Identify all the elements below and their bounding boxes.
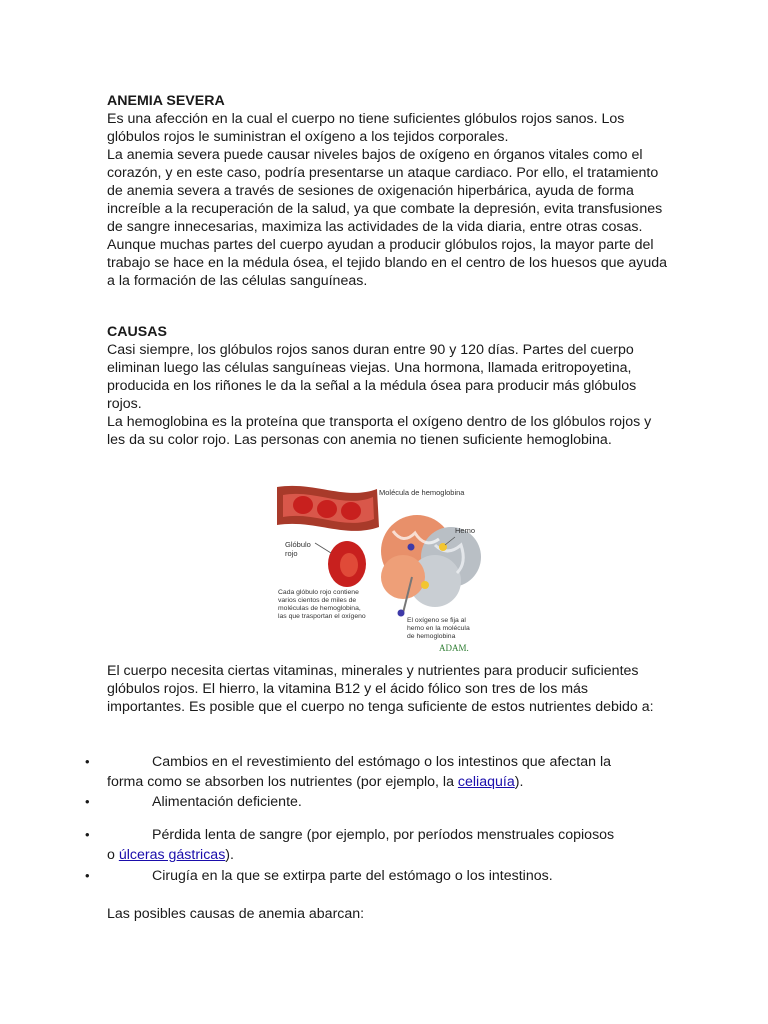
vessel-cell [317,500,337,518]
section-nutrientes [107,662,667,716]
list-item-text: Cirugía en la que se extirpa parte del estómago o los intestinos. [152,868,553,884]
paragraph: Aunque muchas partes del cuerpo ayudan a producir glóbulos rojos, la mayor parte del trabajo se hace en la médula ósea, el tejido blando en el centro de los huesos que ayuda a la formación de las células sanguíneas. [107,237,668,289]
label-globulo: Glóbulo [285,540,311,549]
paragraph: La anemia severa puede causar niveles bajos de oxígeno en órganos vitales como el corazón, y en este caso, podría presentarse un ataque cardiaco. Por ello, el tratamiento de anemia severa a través de sesiones de oxigenación hiperbárica, ayuda de forma increíble a la recuperación de la salud, ya que combate la depresión, evita transfusiones de sangre innecesarias, maximiza las actividades de la vida diaria, entre otras cosas. [107,147,663,235]
link-celiaquia[interactable]: celiaquía [457,774,515,790]
link-ulceras-gastricas[interactable]: úlceras gástricas [118,847,226,863]
caption-right: El oxígeno se fija al [407,617,466,624]
hemoglobin-illustration [275,481,491,657]
bullet-icon: • [85,754,90,769]
cell-pointer-line [315,543,331,553]
paragraph: Casi siempre, los glóbulos rojos sanos duran entre 90 y 120 días. Partes del cuerpo eliminan luego las células sanguíneas viejas. Una hormona, llamada eritropoyetina, producida en los riñones le da la señal a la médula ósea para producir más glóbulos rojos. [107,342,637,412]
section-heading: CAUSAS [107,324,167,340]
section-heading: ANEMIA SEVERA [107,93,225,109]
vessel-cell [293,496,313,514]
bullet-icon: • [85,827,90,842]
figure-title: Molécula de hemoglobina [379,488,465,497]
section-anemia-severa [107,92,667,290]
list-item-text: o [107,847,119,863]
bullet-icon: • [85,868,90,883]
paragraph: Las posibles causas de anemia abarcan: [107,906,365,922]
closing-paragraph [107,905,667,923]
adam-logo: ADAM. [439,643,469,653]
list-item-text: Cambios en el revestimiento del estómago o los intestinos que afectan la [152,754,611,770]
caption-right: de hemoglobina [407,633,456,640]
vessel-cell [341,502,361,520]
section-causas [107,323,667,449]
caption-left: las que trasportan el oxígeno [278,613,366,620]
paragraph: La hemoglobina es la proteína que transporta el oxígeno dentro de los glóbulos rojos y les da su color rojo. Las personas con anemia no tienen suficiente hemoglobina. [107,414,652,448]
label-hemo: Hemo [455,526,476,535]
bullet-icon: • [85,794,90,809]
caption-left: moléculas de hemoglobina, [278,605,361,612]
red-blood-cell-center [340,553,358,577]
paragraph: Es una afección en la cual el cuerpo no tiene suficientes glóbulos rojos sanos. Los glóbulos rojos le suministran el oxígeno a los tejidos corporales. [107,111,625,145]
list-item-text: Alimentación deficiente. [152,794,302,810]
label-rojo: rojo [285,549,298,558]
paragraph: El cuerpo necesita ciertas vitaminas, minerales y nutrientes para producir suficientes glóbulos rojos. El hierro, la vitamina B12 y el ácido fólico son tres de los más importantes. Es posible que el cuerpo no tenga suficiente de estos nutrientes debido a: [107,663,654,715]
oxygen-molecule [398,610,405,617]
list-item-text: forma como se absorben los nutrientes (por ejemplo, la [107,774,458,790]
list-item-text: Pérdida lenta de sangre (por ejemplo, por períodos menstruales copiosos [152,827,615,843]
caption-left: Cada glóbulo rojo contiene [278,589,359,596]
caption-right: hemo en la molécula [407,625,470,632]
caption-left: varios cientos de miles de [278,597,357,604]
list-item-text: ). [225,847,234,863]
list-item-text: ). [514,774,524,790]
